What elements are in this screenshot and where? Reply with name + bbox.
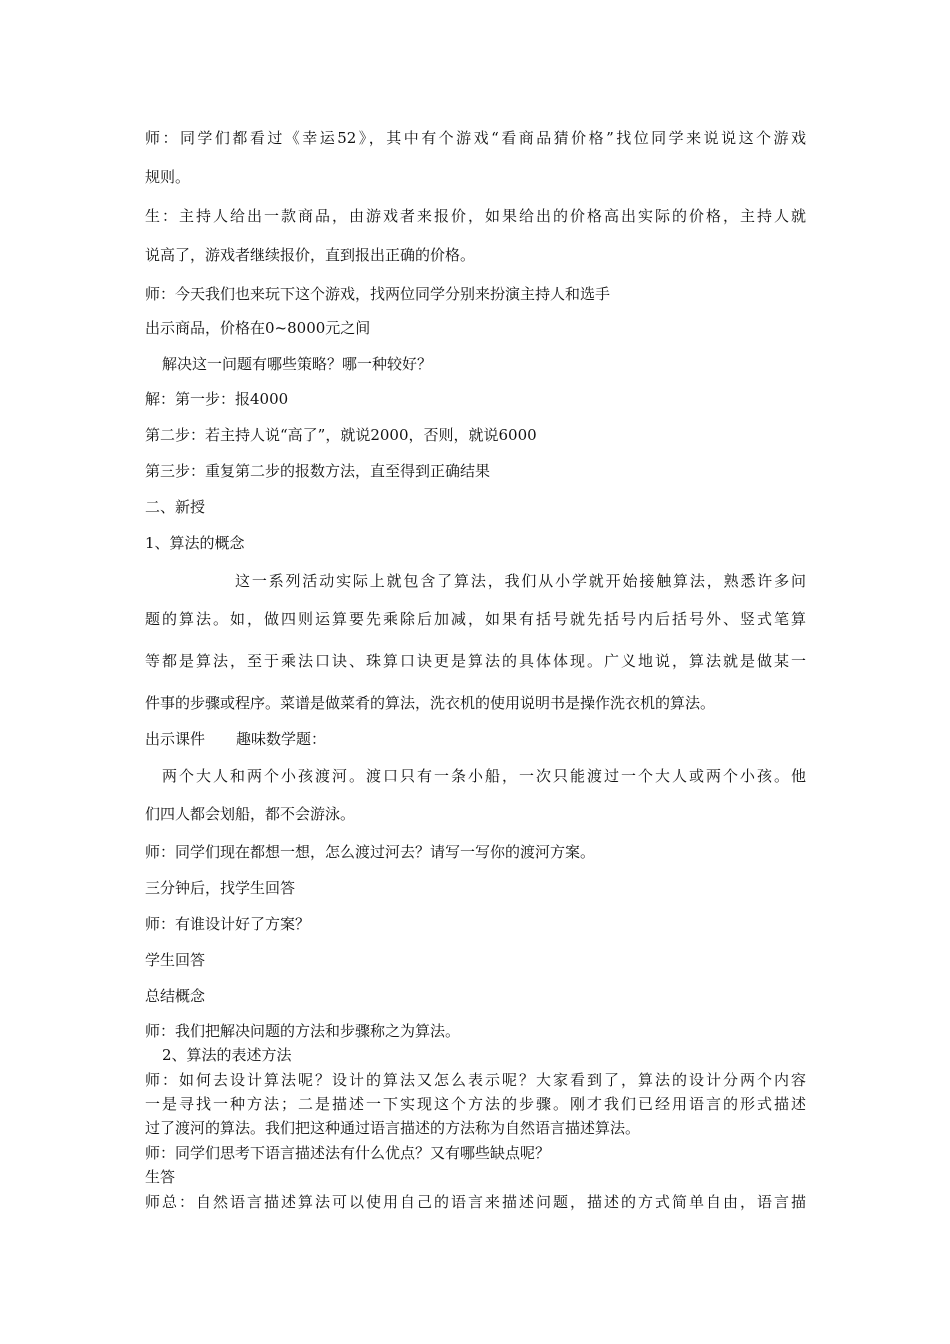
text-line: 说高了，游戏者继续报价，直到报出正确的价格。 [145, 246, 476, 264]
text-line: 解决这一问题有哪些策略？哪一种较好？ [162, 355, 433, 373]
text-line: 生答 [145, 1168, 176, 1186]
text-line: 学生回答 [145, 951, 206, 969]
text-line: 师总：自然语言描述算法可以使用自己的语言来描述问题，描述的方式简单自由，语言描 [145, 1193, 806, 1211]
text-line: 规则。 [145, 168, 191, 186]
text-line: 解：第一步：报4000 [145, 390, 289, 408]
text-line: 件事的步骤或程序。菜谱是做菜肴的算法，洗衣机的使用说明书是操作洗衣机的算法。 [145, 694, 716, 712]
text-line: 两个大人和两个小孩渡河。渡口只有一条小船，一次只能渡过一个大人或两个小孩。他 [162, 767, 806, 785]
text-line: 第三步：重复第二步的报数方法，直至得到正确结果 [145, 462, 491, 480]
text-line: 题的算法。如，做四则运算要先乘除后加减，如果有括号就先括号内后括号外、竖式笔算 [145, 610, 806, 628]
text-line: 生：主持人给出一款商品，由游戏者来报价，如果给出的价格高出实际的价格，主持人就 [145, 207, 806, 225]
text-line: 师：有谁设计好了方案？ [145, 915, 311, 933]
text-line: 三分钟后，找学生回答 [145, 879, 296, 897]
text-line: 等都是算法，至于乘法口诀、珠算口诀更是算法的具体体现。广义地说，算法就是做某一 [145, 652, 806, 670]
text-line: 一是寻找一种方法；二是描述一下实现这个方法的步骤。刚才我们已经用语言的形式描述 [145, 1095, 806, 1113]
text-line: 出示商品，价格在0~8000元之间 [145, 319, 371, 337]
text-line: 这一系列活动实际上就包含了算法，我们从小学就开始接触算法，熟悉许多问 [235, 572, 806, 590]
text-line: 师：同学们都看过《幸运52》，其中有个游戏“看商品猜价格”找位同学来说说这个游戏 [145, 129, 806, 147]
text-line: 师：同学们思考下语言描述法有什么优点？又有哪些缺点呢？ [145, 1144, 551, 1162]
text-line: 师：我们把解决问题的方法和步骤称之为算法。 [145, 1022, 461, 1040]
section-heading: 二、新授 [145, 498, 206, 516]
text-line: 师：今天我们也来玩下这个游戏，找两位同学分别来扮演主持人和选手 [145, 285, 611, 303]
text-line: 师：同学们现在都想一想，怎么渡过河去？请写一写你的渡河方案。 [145, 843, 596, 861]
text-line: 师：如何去设计算法呢？设计的算法又怎么表示呢？大家看到了，算法的设计分两个内容 [145, 1071, 806, 1089]
text-line: 们四人都会划船，都不会游泳。 [145, 805, 356, 823]
subsection-heading: 1、算法的概念 [145, 534, 245, 552]
text-line: 出示课件 [145, 730, 206, 748]
text-line: 第二步：若主持人说“高了”，就说2000，否则，就说6000 [145, 426, 537, 444]
text-line: 趣味数学题： [236, 730, 327, 748]
text-line: 过了渡河的算法。我们把这种通过语言描述的方法称为自然语言描述算法。 [145, 1119, 641, 1137]
text-line: 总结概念 [145, 987, 206, 1005]
subsection-heading: 2、算法的表述方法 [162, 1046, 292, 1064]
